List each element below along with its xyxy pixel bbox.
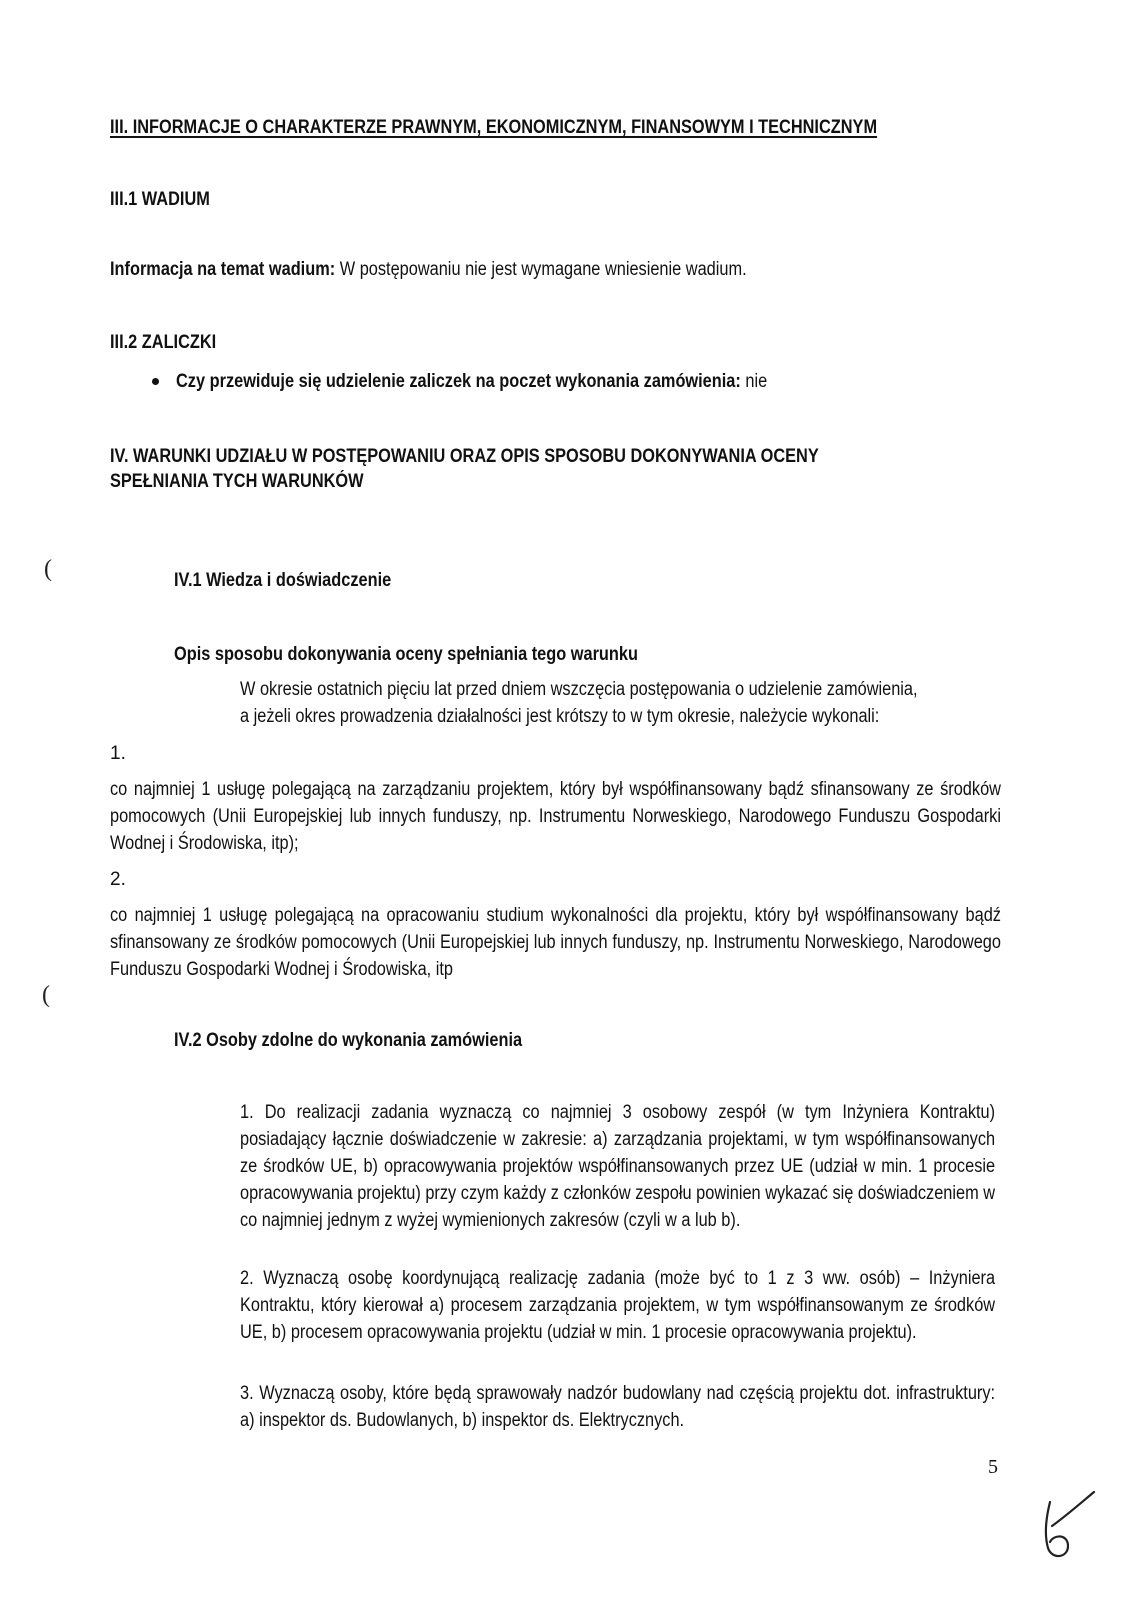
margin-mark: (	[42, 982, 50, 1008]
section-3-2-title: III.2 ZALICZKI	[110, 332, 217, 353]
section-4-1-title: IV.1 Wiedza i doświadczenie	[174, 570, 392, 591]
personnel-point-2: 2. Wyznaczą osobę koordynującą realizację zadania (może być to 1 z 3 ww. osób) – Inżyniera Kontraktu, który kierował a) procesem zarządzania projektem, w tym współfinansowanym ze środków UE, b) procesem opracowywania projektu (udział w min. 1 procesie opracowywania projektu).	[240, 1268, 996, 1343]
zaliczki-answer: nie	[740, 371, 768, 392]
section-4-heading-line1: IV. WARUNKI UDZIAŁU W POSTĘPOWANIU ORAZ OPIS SPOSOBU DOKONYWANIA OCENY	[110, 446, 819, 467]
wadium-label: Informacja na temat wadium:	[110, 259, 336, 280]
experience-item-1: co najmniej 1 usługę polegającą na zarządzaniu projektem, który był współfinansowany bądź sfinansowany ze środków pomocowych (Unii Europejskiej lub innych funduszy, np. Instrumentu Norweskiego, Narodowego Funduszu Gospodarki Wodnej i Środowiska, itp);	[110, 779, 1001, 854]
section-4-heading-line2: SPEŁNIANIA TYCH WARUNKÓW	[110, 471, 364, 492]
section-4-2-title: IV.2 Osoby zdolne do wykonania zamówienia	[174, 1030, 523, 1051]
list-number: 2.	[110, 869, 126, 890]
margin-mark: (	[44, 556, 52, 582]
section-3-heading: III. INFORMACJE O CHARAKTERZE PRAWNYM, EKONOMICZNYM, FINANSOWYM I TECHNICZNYM	[110, 117, 878, 138]
wadium-text: W postępowaniu nie jest wymagane wniesienie wadium.	[335, 259, 747, 280]
handwritten-mark-icon	[1030, 1488, 1100, 1562]
section-3-1-title: III.1 WADIUM	[110, 189, 210, 210]
personnel-point-3: 3. Wyznaczą osoby, które będą sprawowały nadzór budowlany nad częścią projektu dot. infrastruktury: a) inspektor ds. Budowlanych, b) inspektor ds. Elektrycznych.	[240, 1383, 996, 1431]
wadium-info	[110, 256, 884, 283]
zaliczki-item	[176, 368, 950, 395]
experience-item-2: co najmniej 1 usługę polegającą na opracowaniu studium wykonalności dla projektu, który był współfinansowany bądź sfinansowany ze środków pomocowych (Unii Europejskiej lub innych funduszy, np. Instrumentu Norweskiego, Narodowego Funduszu Gospodarki Wodnej i Środowiska, itp	[110, 905, 1001, 980]
experience-intro-line2: a jeżeli okres prowadzenia działalności jest krótszy to w tym okresie, należycie wykonali:	[240, 706, 880, 727]
evaluation-method-title: Opis sposobu dokonywania oceny spełniania tego warunku	[174, 644, 638, 665]
experience-intro-line1: W okresie ostatnich pięciu lat przed dniem wszczęcia postępowania o udzielenie zamówienia,	[240, 679, 918, 700]
list-number: 1.	[110, 743, 126, 764]
bullet-icon	[152, 378, 159, 385]
page-number: 5	[988, 1456, 998, 1478]
personnel-point-1: 1. Do realizacji zadania wyznaczą co najmniej 3 osobowy zespół (w tym Inżyniera Kontraktu) posiadający łącznie doświadczenie w zakresie: a) zarządzania projektami, w tym współfinansowanych ze środków UE, b) opracowywania projektów współfinansowanych przez UE (udział w min. 1 procesie opracowywania projektu) przy czym każdy z członków zespołu powinien wykazać się doświadczeniem w co najmniej jednym z wyżej wymienionych zakresów (czyli w a lub b).	[240, 1102, 996, 1231]
zaliczki-question: Czy przewiduje się udzielenie zaliczek na poczet wykonania zamówienia:	[176, 371, 741, 392]
